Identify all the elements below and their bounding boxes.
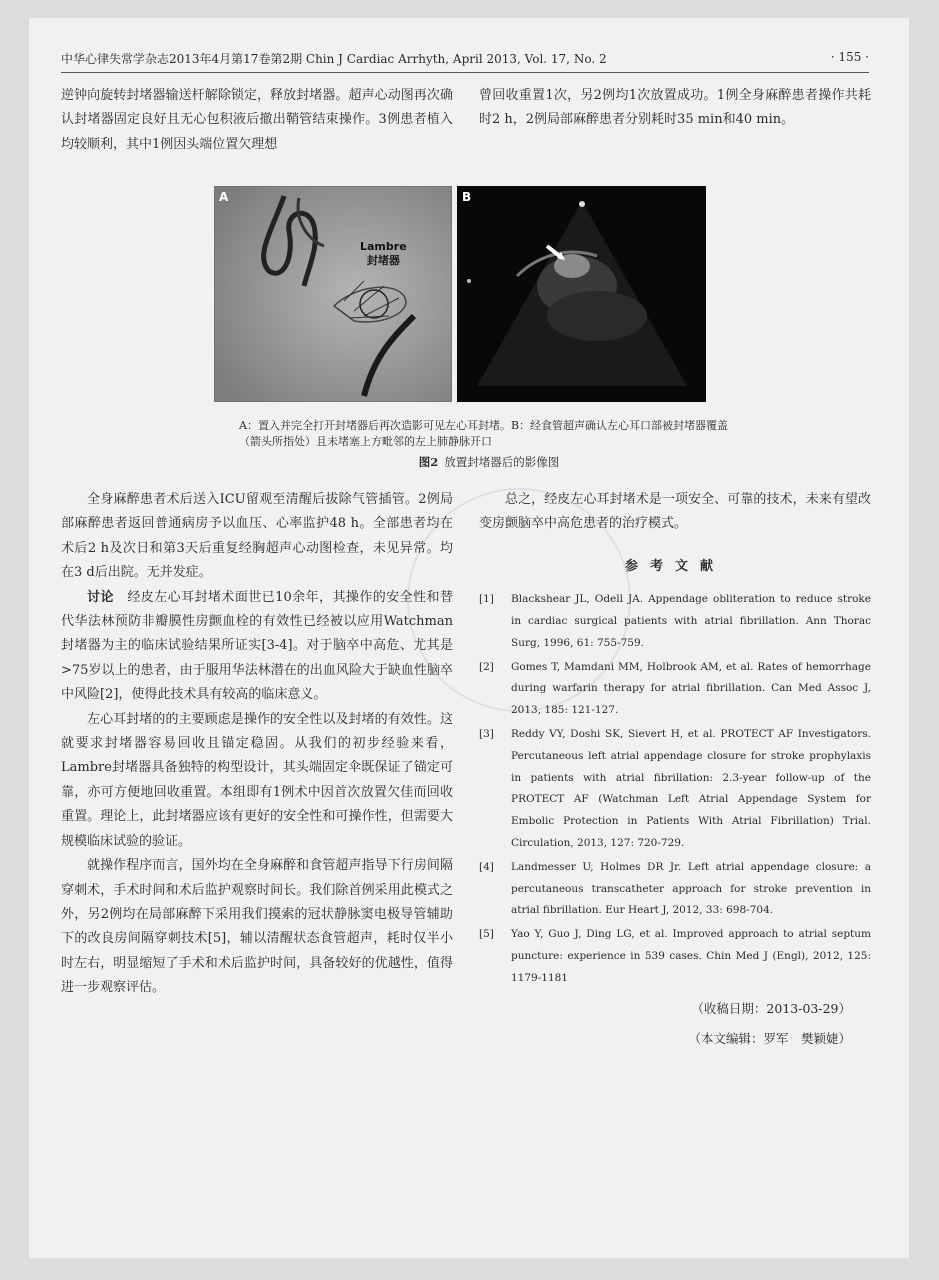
reference-number: [1] (479, 593, 494, 606)
reference-item (479, 924, 871, 989)
angiography-image (214, 186, 452, 402)
reference-number: [4] (479, 860, 494, 873)
lambre-label-line2: 封堵器 (366, 254, 400, 267)
lambre-annotation (360, 240, 407, 268)
reference-item (479, 724, 871, 855)
editor-note: （本文编辑：罗军 樊颖婕） (688, 1030, 851, 1046)
reference-text: Gomes T, Mamdani MM, Holbrook AM, et al. Rates of hemorrhage during warfarin therapy for atrial fibrillation. Can Med Assoc J, 2013, 185: 121-127. (511, 660, 871, 717)
right-column (479, 488, 871, 1050)
paragraph: 就操作程序而言，国外均在全身麻醉和食管超声指导下行房间隔穿刺术，手术时间和术后监护观察时间长。我们除首例采用此模式之外，另2例均在局部麻醉下采用我们摸索的冠状静脉窦电极导管辅助下的改良房间隔穿刺技术[5]，辅以清醒状态食管超声，耗时仅半小时左右，明显缩短了手术和术后监护时间，具备较好的优越性，值得进一步观察评估。 (61, 858, 453, 996)
top-left-column (61, 84, 453, 157)
reference-text: Reddy VY, Doshi SK, Sievert H, et al. PROTECT AF Investigators. Percutaneous left atrial appendage closure for stroke prophylaxis in patients with atrial fibrillation: 2.3-year follow-up of the PROTECT AF (Watchman Left Atrial Appendage System for Embolic Protection in Patients With Atrial Fibrillation) Trial. Circulation, 2013, 127: 720-729. (511, 728, 871, 849)
paragraph: 曾回收重置1次，另2例均1次放置成功。1例全身麻醉患者操作共耗时2 h，2例局部麻醉患者分别耗时35 min和40 min。 (479, 88, 871, 128)
page-number: · 155 · (830, 50, 869, 64)
reference-number: [5] (479, 928, 494, 941)
figure-2 (214, 186, 728, 402)
reference-item (479, 657, 871, 722)
figure-caption: A：置入并完全打开封堵器后再次造影可见左心耳封堵。B：经食管超声确认左心耳口部被封堵器覆盖（箭头所指处）且未堵塞上方毗邻的左上肺静脉开口 (239, 419, 729, 448)
reference-text: Yao Y, Guo J, Ding LG, et al. Improved approach to atrial septum puncture: experience in 539 cases. Chin Med J (Engl), 2012, 125: 1179-1181 (511, 928, 871, 984)
journal-citation: 中华心律失常学杂志2013年4月第17卷第2期 Chin J Cardiac Arrhyth, April 2013, Vol. 17, No. 2 (61, 52, 607, 66)
paragraph: 左心耳封堵的的主要顾虑是操作的安全性以及封堵的有效性。这就要求封堵器容易回收且锚定稳固。从我们的初步经验来看，Lambre封堵器具备独特的构型设计，其头端固定伞既保证了锚定可靠，亦可方便地回收重置。本组即有1例术中因首次放置欠佳而回收重置。理论上，此封堵器应该有更好的安全性和可操作性，但需要大规模临床试验的验证。 (61, 711, 453, 849)
panel-label-a: A (219, 190, 229, 204)
reference-list (479, 589, 871, 989)
echocardiography-image (457, 186, 706, 402)
reference-number: [2] (479, 660, 494, 673)
figure-title (389, 454, 589, 470)
figure-number: 图2 (418, 455, 439, 469)
reference-text: Landmesser U, Holmes DR Jr. Left atrial appendage closure: a percutaneous transcatheter approach for stroke prevention in atrial fibrillation. Eur Heart J, 2012, 33: 698-704. (511, 860, 871, 917)
journal-page (29, 18, 909, 1258)
running-header (61, 50, 869, 67)
references-heading: 参考文献 (624, 558, 725, 574)
figure-title-text: 放置封堵器后的影像图 (444, 455, 560, 469)
reference-item (479, 589, 871, 654)
discussion-text: 经皮左心耳封堵术面世已10余年，其操作的安全性和替代华法林预防非瓣膜性房颤血栓的有效性已经被以应用Watchman封堵器为主的临床试验结果所证实[3-4]。对于脑卒中高危、尤其是>75岁以上的患者，由于服用华法林潜在的出血风险大于缺血性脑卒中风险[2]，使得此技术具有较高的临床意义。 (61, 589, 453, 703)
discussion-label: 讨论 (87, 589, 114, 605)
received-date: （收稿日期：2013-03-29） (691, 1000, 851, 1016)
reference-number: [3] (479, 728, 494, 740)
panel-label-b: B (462, 190, 472, 204)
lambre-label-line1: Lambre (360, 240, 407, 253)
discussion-paragraph (61, 586, 453, 708)
paragraph: 逆钟向旋转封堵器输送杆解除锁定，释放封堵器。超声心动图再次确认封堵器固定良好且无心包积液后撤出鞘管结束操作。3例患者植入均较顺利，其中1例因头端位置欠理想 (61, 88, 453, 152)
left-column (61, 488, 453, 1001)
reference-item (479, 857, 871, 922)
top-right-column (479, 84, 871, 133)
reference-text: Blackshear JL, Odell JA. Appendage obliteration to reduce stroke in cardiac surgical patients with atrial fibrillation. Ann Thorac Surg, 1996, 61: 755-759. (511, 593, 871, 649)
header-rule (61, 72, 869, 73)
paragraph: 全身麻醉患者术后送入ICU留观至清醒后拔除气管插管。2例局部麻醉患者返回普通病房予以血压、心率监护48 h。全部患者均在术后2 h及次日和第3天后重复经胸超声心动图检查，未见异常。均在3 d后出院。无并发症。 (61, 492, 453, 581)
conclusion-paragraph: 总之，经皮左心耳封堵术是一项安全、可靠的技术，未来有望改变房颤脑卒中高危患者的治疗模式。 (479, 492, 871, 532)
